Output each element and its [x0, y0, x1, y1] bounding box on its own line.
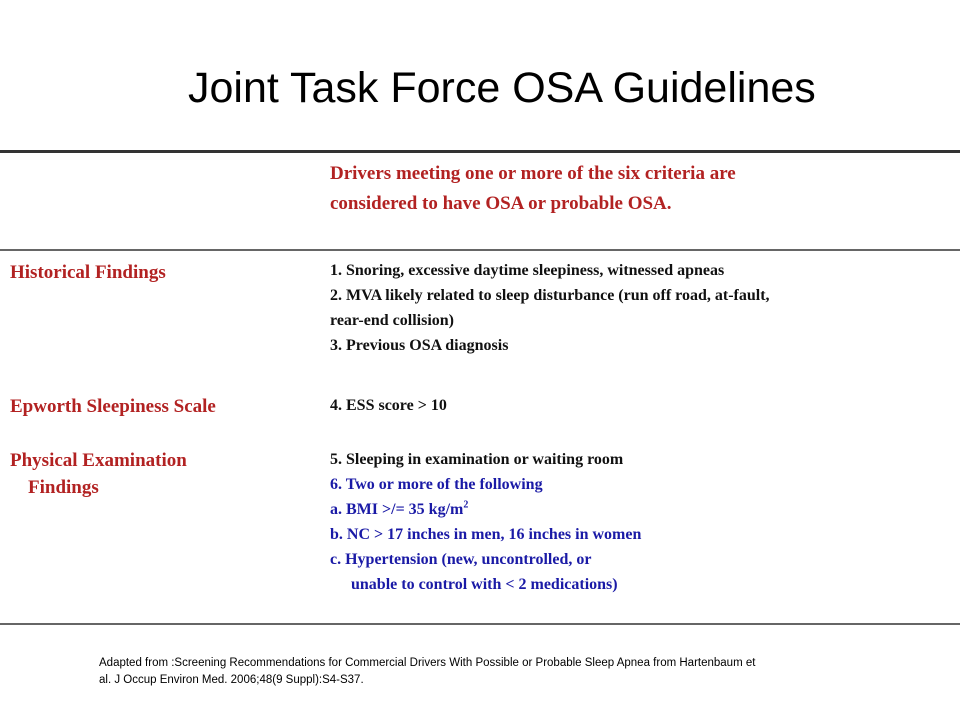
citation-footnote — [99, 655, 879, 689]
criterion-6a — [330, 497, 950, 522]
criterion-6b: b. NC > 17 inches in men, 16 inches in women — [330, 526, 642, 543]
criterion-6a-text: a. BMI >/= 35 kg/m — [330, 501, 464, 518]
criteria-historical-findings — [330, 258, 950, 358]
row-label-epworth-sleepiness-scale: Epworth Sleepiness Scale — [10, 396, 216, 417]
footnote-line-2: al. J Occup Environ Med. 2006;48(9 Suppl):S4-S37. — [99, 674, 364, 686]
top-divider — [0, 150, 960, 153]
criterion-2-continued: rear-end collision) — [330, 312, 454, 329]
row-label-physical-line-1: Physical Examination — [10, 450, 187, 471]
bottom-divider — [0, 623, 960, 625]
criterion-6: 6. Two or more of the following — [330, 476, 543, 493]
middle-divider — [0, 249, 960, 251]
row-label-physical-line-2: Findings — [28, 477, 99, 498]
criteria-physical-examination — [330, 447, 950, 597]
intro-text — [330, 159, 930, 219]
criteria-epworth — [330, 393, 950, 418]
criterion-6c: c. Hypertension (new, uncontrolled, or — [330, 551, 592, 568]
intro-line-2: considered to have OSA or probable OSA. — [330, 193, 672, 214]
page-title: Joint Task Force OSA Guidelines — [188, 64, 816, 112]
criterion-6c-continued: unable to control with < 2 medications) — [351, 576, 618, 593]
criterion-5: 5. Sleeping in examination or waiting room — [330, 451, 624, 468]
row-label-physical-examination — [10, 447, 187, 501]
criterion-2: 2. MVA likely related to sleep disturbance (run off road, at-fault, — [330, 287, 770, 304]
criterion-4: 4. ESS score > 10 — [330, 397, 447, 414]
bmi-superscript: 2 — [463, 499, 469, 511]
criterion-1: 1. Snoring, excessive daytime sleepiness, witnessed apneas — [330, 262, 725, 279]
footnote-line-1: Adapted from :Screening Recommendations for Commercial Drivers With Possible or Probable Sleep Apnea from Hartenbaum et — [99, 657, 756, 669]
row-label-historical-findings: Historical Findings — [10, 262, 166, 283]
criterion-3: 3. Previous OSA diagnosis — [330, 337, 509, 354]
intro-line-1: Drivers meeting one or more of the six criteria are — [330, 163, 736, 184]
